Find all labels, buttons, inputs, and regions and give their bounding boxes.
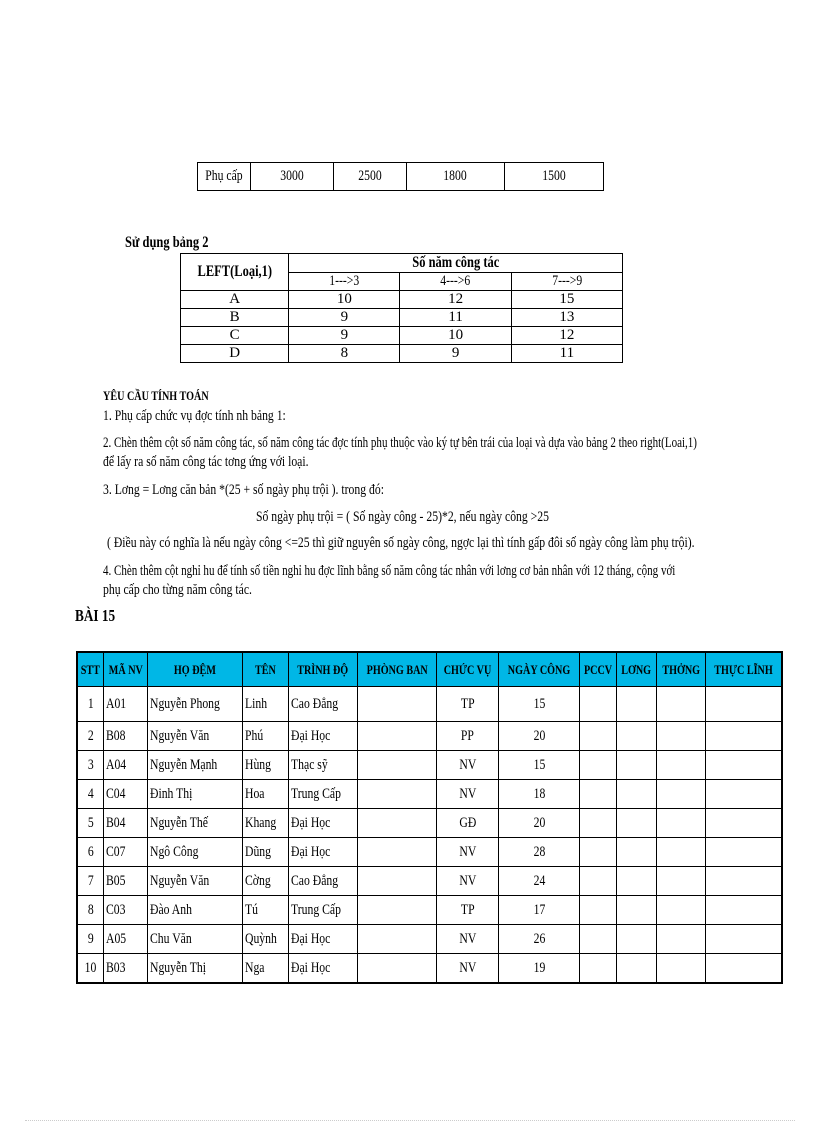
table-cell: 15 (499, 687, 580, 722)
table-cell: Nguyễn Văn (148, 867, 243, 896)
table-cell: Quỳnh (242, 925, 288, 954)
table-cell (656, 751, 705, 780)
table-cell (357, 751, 436, 780)
table-cell: GĐ (437, 809, 499, 838)
table-row (181, 291, 623, 309)
table-cell: Đại Học (288, 722, 357, 751)
table-cell (617, 809, 656, 838)
cell: 10 (289, 291, 400, 309)
table-cell (656, 925, 705, 954)
table-row (77, 867, 782, 896)
row-key: B (181, 309, 289, 327)
table-row (77, 896, 782, 925)
table-cell: NV (437, 925, 499, 954)
table-cell (656, 838, 705, 867)
table-cell (580, 722, 617, 751)
column-header: 7--->9 (511, 273, 622, 291)
table-cell: B08 (103, 722, 148, 751)
allowance-value: 3000 (250, 163, 333, 191)
table-cell (357, 722, 436, 751)
table-cell: Nguyễn Mạnh (148, 751, 243, 780)
table-cell (617, 867, 656, 896)
requirement-line: phụ cấp cho từng năm công tác. (103, 582, 252, 598)
table-cell: A01 (103, 687, 148, 722)
cell: 10 (400, 327, 511, 345)
table-cell: C03 (103, 896, 148, 925)
page-bottom-divider (25, 1120, 795, 1121)
column-header: LƠNG (617, 652, 656, 687)
table-cell: 18 (499, 780, 580, 809)
table-cell (357, 896, 436, 925)
table-cell: 28 (499, 838, 580, 867)
row-key: D (181, 345, 289, 363)
column-header: 4--->6 (400, 273, 511, 291)
cell: 11 (511, 345, 622, 363)
years-table (180, 253, 623, 363)
column-header: MÃ NV (103, 652, 148, 687)
requirement-line: 4. Chèn thêm cột nghỉ hu để tính số tiền nghỉ hu đợc lĩnh bằng số năm công tác nhân với lơng cơ bản nhân với 12 tháng, cộng với (103, 563, 676, 579)
requirement-line: ( Điều này có nghĩa là nếu ngày công <=25 thì giữ nguyên số ngày công, ngợc lại thì tính gấp đôi số ngày công làm phụ trội). (107, 535, 695, 551)
table-cell: NV (437, 867, 499, 896)
table-cell (580, 838, 617, 867)
table-row (77, 954, 782, 984)
table-cell: Nga (242, 954, 288, 984)
table-cell: Ngô Công (148, 838, 243, 867)
table-cell: A04 (103, 751, 148, 780)
table-cell: Thạc sỹ (288, 751, 357, 780)
table-cell: Đại Học (288, 838, 357, 867)
table-cell (357, 687, 436, 722)
table-cell: 8 (77, 896, 103, 925)
table-cell: Đinh Thị (148, 780, 243, 809)
table2-title: Sử dụng bảng 2 (125, 234, 209, 251)
table-cell: 9 (77, 925, 103, 954)
column-header: THỞNG (656, 652, 705, 687)
table-cell: Phú (242, 722, 288, 751)
cell: 12 (511, 327, 622, 345)
table-cell (357, 867, 436, 896)
table-cell: 7 (77, 867, 103, 896)
table-cell (656, 687, 705, 722)
table-cell (580, 925, 617, 954)
requirement-formula: Số ngày phụ trội = ( Số ngày công - 25)*2, nếu ngày công >25 (256, 509, 549, 525)
table-cell: PP (437, 722, 499, 751)
table-cell (580, 896, 617, 925)
table-cell: 19 (499, 954, 580, 984)
table-cell: Nguyễn Văn (148, 722, 243, 751)
table-cell (656, 809, 705, 838)
table-cell: 15 (499, 751, 580, 780)
cell: 13 (511, 309, 622, 327)
table-cell: A05 (103, 925, 148, 954)
table-cell: Nguyễn Phong (148, 687, 243, 722)
table-cell (656, 867, 705, 896)
table-cell: B04 (103, 809, 148, 838)
row-key: C (181, 327, 289, 345)
table-cell: 2 (77, 722, 103, 751)
table-cell: Tú (242, 896, 288, 925)
table-cell: TP (437, 687, 499, 722)
table-cell: 17 (499, 896, 580, 925)
table-cell (580, 809, 617, 838)
table-cell: C07 (103, 838, 148, 867)
table-cell: Đào Anh (148, 896, 243, 925)
table-cell (617, 751, 656, 780)
table-cell: 20 (499, 722, 580, 751)
table-cell (617, 954, 656, 984)
table-cell: 5 (77, 809, 103, 838)
table-cell: NV (437, 751, 499, 780)
table-cell: B05 (103, 867, 148, 896)
table-cell: Nguyễn Thị (148, 954, 243, 984)
row-key: A (181, 291, 289, 309)
column-header: THỰC LĨNH (706, 652, 783, 687)
table-cell (357, 954, 436, 984)
requirement-line: để lấy ra số năm công tác tơng ứng với loại. (103, 454, 309, 470)
table-cell: Đại Học (288, 954, 357, 984)
table-row (77, 838, 782, 867)
table-cell (706, 780, 783, 809)
cell: 15 (511, 291, 622, 309)
table-row (77, 722, 782, 751)
cell: 12 (400, 291, 511, 309)
allowance-table (197, 162, 604, 191)
table-cell (357, 809, 436, 838)
table-cell: Cờng (242, 867, 288, 896)
table-cell: 6 (77, 838, 103, 867)
table-cell (656, 954, 705, 984)
table-cell (357, 838, 436, 867)
table-cell: 26 (499, 925, 580, 954)
table-cell: 4 (77, 780, 103, 809)
table-cell: 20 (499, 809, 580, 838)
requirement-line: 3. Lơng = Lơng căn bản *(25 + số ngày phụ trội ). trong đó: (103, 482, 384, 498)
column-header: TRÌNH ĐỘ (288, 652, 357, 687)
column-header: CHỨC VỤ (437, 652, 499, 687)
table-row (77, 809, 782, 838)
table-cell (357, 780, 436, 809)
table-cell: Hùng (242, 751, 288, 780)
cell: 9 (400, 345, 511, 363)
table-row (77, 687, 782, 722)
table-cell (580, 867, 617, 896)
table-cell (617, 896, 656, 925)
table-cell: Khang (242, 809, 288, 838)
table-cell: NV (437, 780, 499, 809)
allowance-row (198, 163, 604, 191)
table-cell (580, 687, 617, 722)
table-cell: 24 (499, 867, 580, 896)
column-header: PHÒNG BAN (357, 652, 436, 687)
table-cell (706, 809, 783, 838)
table-cell: 3 (77, 751, 103, 780)
allowance-label: Phụ cấp (198, 163, 251, 191)
table-cell (357, 925, 436, 954)
table-cell (617, 925, 656, 954)
table-row (181, 309, 623, 327)
cell: 9 (289, 327, 400, 345)
employee-table (76, 651, 783, 984)
table-row (77, 751, 782, 780)
column-header: PCCV (580, 652, 617, 687)
table-cell: C04 (103, 780, 148, 809)
table-cell (706, 867, 783, 896)
table-cell: Chu Văn (148, 925, 243, 954)
table-cell: Trung Cấp (288, 780, 357, 809)
requirement-line: 1. Phụ cấp chức vụ đợc tính nh bảng 1: (103, 408, 286, 424)
requirement-line: 2. Chèn thêm cột số năm công tác, số năm công tác đợc tính phụ thuộc vào ký tự bên trái của loại và dựa vào bảng 2 theo right(Loai,1) (103, 435, 697, 451)
column-header: 1--->3 (289, 273, 400, 291)
table-cell: NV (437, 838, 499, 867)
row-header: LEFT(Loại,1) (181, 254, 289, 291)
requirements-heading: YÊU CẦU TÍNH TOÁN (103, 388, 209, 403)
table-cell (617, 687, 656, 722)
group-header: Số năm công tác (289, 254, 623, 273)
table-cell: B03 (103, 954, 148, 984)
table-cell: 10 (77, 954, 103, 984)
table-cell: Cao Đẳng (288, 687, 357, 722)
table-cell (617, 722, 656, 751)
table-row (77, 925, 782, 954)
cell: 9 (289, 309, 400, 327)
table-row (181, 345, 623, 363)
table-cell: TP (437, 896, 499, 925)
table-cell (617, 838, 656, 867)
column-header: HỌ ĐỆM (148, 652, 243, 687)
cell: 11 (400, 309, 511, 327)
header-row (77, 652, 782, 687)
table-cell (706, 838, 783, 867)
table-cell: Trung Cấp (288, 896, 357, 925)
allowance-value: 2500 (333, 163, 406, 191)
table-cell: Đại Học (288, 925, 357, 954)
table-cell (580, 954, 617, 984)
table-cell (706, 687, 783, 722)
table-cell (656, 722, 705, 751)
allowance-value: 1800 (406, 163, 505, 191)
table-cell (656, 780, 705, 809)
table-cell: 1 (77, 687, 103, 722)
table-cell (580, 751, 617, 780)
table-row (77, 780, 782, 809)
table-cell (706, 722, 783, 751)
exercise-title: BÀI 15 (75, 606, 116, 625)
table-cell (706, 925, 783, 954)
table-cell (580, 780, 617, 809)
table-cell: Đại Học (288, 809, 357, 838)
table-cell: NV (437, 954, 499, 984)
table-cell: Linh (242, 687, 288, 722)
column-header: NGÀY CÔNG (499, 652, 580, 687)
table-cell: Hoa (242, 780, 288, 809)
table-cell (706, 896, 783, 925)
allowance-value: 1500 (505, 163, 604, 191)
column-header: TÊN (242, 652, 288, 687)
table-cell (617, 780, 656, 809)
years-header-row (181, 254, 623, 273)
cell: 8 (289, 345, 400, 363)
table-row (181, 327, 623, 345)
table-cell: Dũng (242, 838, 288, 867)
table-cell: Cao Đẳng (288, 867, 357, 896)
table-cell (706, 751, 783, 780)
column-header: STT (77, 652, 103, 687)
table-cell (706, 954, 783, 984)
table-cell: Nguyễn Thế (148, 809, 243, 838)
table-cell (656, 896, 705, 925)
